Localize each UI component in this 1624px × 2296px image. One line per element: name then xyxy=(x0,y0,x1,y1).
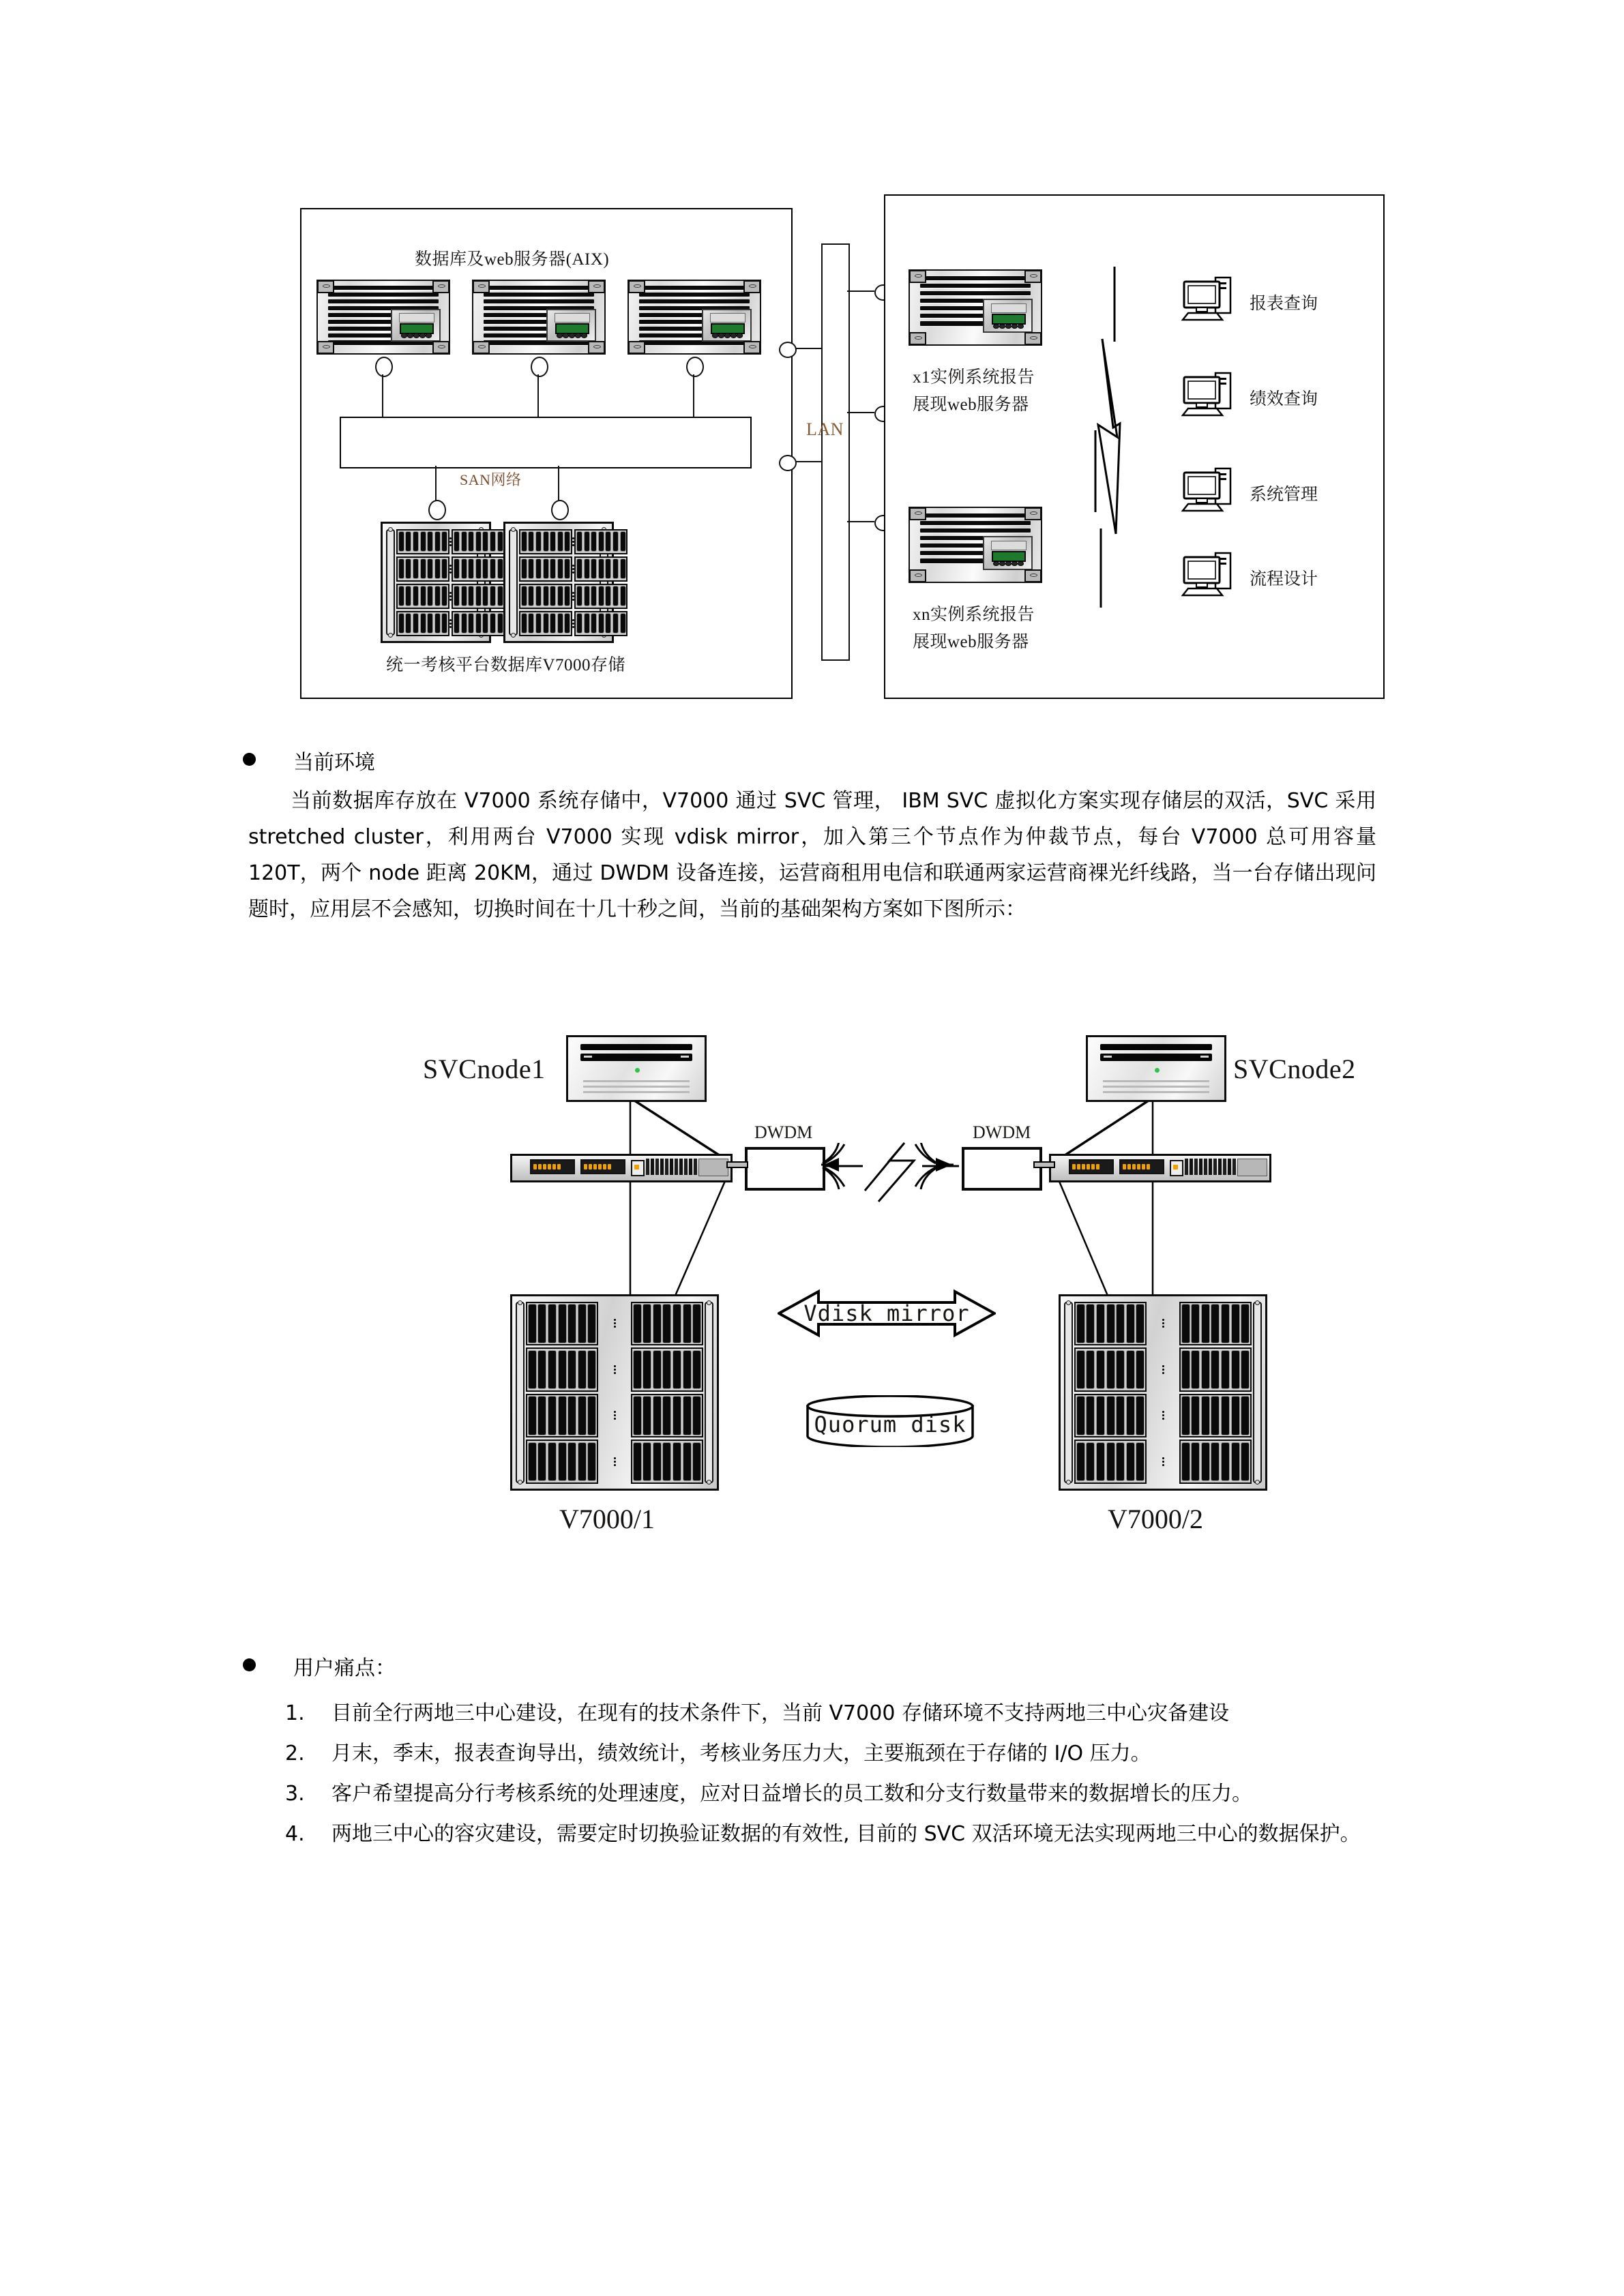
list-item-text: 客户希望提高分行考核系统的处理速度，应对日益增长的员工数和分支行数量带来的数据增长的压力。 xyxy=(331,1782,1252,1806)
fiber-bundle-left-icon xyxy=(723,1143,873,1191)
v7000-storage-icon xyxy=(503,522,614,643)
section-heading: 用户痛点： xyxy=(293,1656,396,1680)
list-item-text: 两地三中心的容灾建设，需要定时切换验证数据的有效性, 目前的 SVC 双活环境无法实现两地三中心的数据保护。 xyxy=(331,1822,1361,1846)
quorum-disk-label: Quorum disk xyxy=(814,1411,966,1437)
web-server-label-line2: 展现web服务器 xyxy=(913,633,1029,651)
san-storage-lead xyxy=(558,466,559,501)
server-group-title: 数据库及web服务器(AIX) xyxy=(415,250,610,269)
svc-node-1-label: SVCnode1 xyxy=(423,1054,546,1084)
list-item-text: 月末，季末，报表查询导出，绩效统计，考核业务压力大，主要瓶颈在于存储的 I/O 压力。 xyxy=(331,1742,1151,1765)
workstation-icon xyxy=(1181,369,1239,423)
list-item xyxy=(273,1776,1378,1812)
section-heading: 当前环境 xyxy=(293,751,375,775)
v7000-right-icon xyxy=(1059,1294,1267,1491)
list-item-number: 4. xyxy=(285,1822,305,1846)
server-san-lead xyxy=(693,374,694,417)
web-server-label-line1: x1实例系统报告 xyxy=(913,368,1035,387)
storage-port xyxy=(551,500,569,520)
client-label: 流程设计 xyxy=(1250,570,1318,588)
workstation-icon xyxy=(1181,549,1239,603)
dwdm-right-label: DWDM xyxy=(973,1122,1031,1142)
v7000-storage-icon xyxy=(381,522,491,643)
current-environment-paragraph: 当前数据库存放在 V7000 系统存储中，V7000 通过 SVC 管理， IBM SVC 虚拟化方案实现存储层的双活，SVC 采用 stretched cluster，利用两台 V7000 实现 vdisk mirror，加入第三个节点作为仲裁节点，每台 V7000 总可用容量 120T，两个 node 距离 20KM，通过 DWDM 设备连接，运营商租用电信和联通两家运营商裸光纤线路，当一台存储出现问题时，应用层不会感知，切换时间在十几十秒之间，当前的基础架构方案如下图所示： xyxy=(248,789,1376,921)
fiber-bundle-right-icon xyxy=(914,1143,1064,1191)
lan-label: LAN xyxy=(806,419,844,439)
storage-group-label: 统一考核平台数据库V7000存储 xyxy=(386,656,626,674)
lan-node xyxy=(773,342,821,357)
svc-node-2-icon xyxy=(1086,1035,1226,1102)
storage-port xyxy=(428,500,446,520)
list-item-text: 目前全行两地三中心建设，在现有的技术条件下，当前 V7000 存储环境不支持两地三中心灾备建设 xyxy=(331,1701,1229,1725)
list-item xyxy=(273,1816,1378,1852)
aix-server-icon xyxy=(316,280,450,355)
quorum-disk-icon xyxy=(805,1395,975,1447)
list-item-number: 1. xyxy=(285,1701,305,1725)
svc-node-2-label: SVCnode2 xyxy=(1233,1054,1356,1084)
figure-current-architecture xyxy=(300,208,1385,699)
client-label: 系统管理 xyxy=(1250,486,1318,504)
server-port xyxy=(531,357,548,377)
web-server-icon xyxy=(909,507,1042,583)
bullet-dot-icon xyxy=(243,1658,256,1671)
workstation-icon xyxy=(1181,464,1239,519)
lan-node xyxy=(773,455,821,470)
client-label: 绩效查询 xyxy=(1250,390,1318,408)
san-switch-left-icon xyxy=(510,1154,733,1182)
web-server-label-line1: xn实例系统报告 xyxy=(913,606,1035,624)
san-switch-right-icon xyxy=(1049,1154,1271,1182)
san-network-box xyxy=(340,417,752,468)
bullet-dot-icon xyxy=(243,753,256,766)
user-pain-points-list xyxy=(273,1695,1378,1856)
v7000-left-icon xyxy=(510,1294,719,1491)
v7000-left-label: V7000/1 xyxy=(559,1504,655,1534)
list-item-number: 3. xyxy=(285,1782,305,1806)
server-port xyxy=(686,357,704,377)
svc-node-1-icon xyxy=(566,1035,707,1102)
server-san-lead xyxy=(537,374,539,417)
vdisk-mirror-label: Vdisk mirror xyxy=(803,1300,970,1326)
list-item xyxy=(273,1735,1378,1772)
aix-server-icon xyxy=(628,280,761,355)
web-server-icon xyxy=(909,269,1042,346)
server-port xyxy=(375,357,393,377)
client-label: 报表查询 xyxy=(1250,295,1318,313)
web-server-label-line2: 展现web服务器 xyxy=(913,396,1029,414)
san-storage-lead xyxy=(435,466,437,501)
san-network-label: SAN网络 xyxy=(460,471,522,488)
dwdm-left-label: DWDM xyxy=(754,1122,813,1142)
vdisk-mirror-arrow xyxy=(778,1279,996,1347)
v7000-right-label: V7000/2 xyxy=(1108,1504,1203,1534)
wireless-link-icon xyxy=(1078,267,1132,608)
figure-svc-stretched-cluster xyxy=(423,1023,1356,1534)
list-item-number: 2. xyxy=(285,1742,305,1765)
aix-server-icon xyxy=(472,280,606,355)
workstation-icon xyxy=(1181,273,1239,328)
lan-bar xyxy=(821,243,850,661)
server-san-lead xyxy=(382,374,383,417)
list-item xyxy=(273,1695,1378,1731)
